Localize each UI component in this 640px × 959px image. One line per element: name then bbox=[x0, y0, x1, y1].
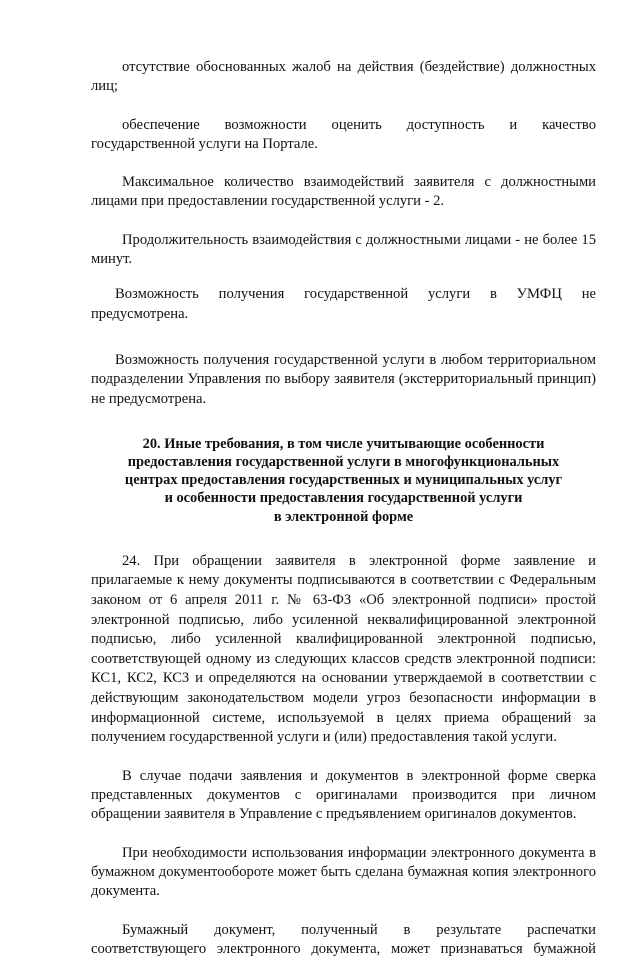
document-page bbox=[91, 58, 596, 959]
section-heading-line: 20. Иные требования, в том числе учитывающие особенности bbox=[142, 435, 545, 452]
paragraph-paper-copy: При необходимости использования информации электронного документа в бумажном документообороте может быть сделана бумажная копия электронного документа. bbox=[91, 844, 596, 900]
paragraph-max-interactions: Максимальное количество взаимодействий заявителя с должностными лицами при предоставлении государственной услуги - 2. bbox=[91, 174, 596, 210]
paragraph-umfc: Возможность получения государственной услуги в УМФЦ не предусмотрена. bbox=[91, 286, 596, 322]
paragraph-no-complaints: отсутствие обоснованных жалоб на действия (бездействие) должностных лиц; bbox=[91, 59, 596, 95]
paragraph-extraterritorial: Возможность получения государственной услуги в любом территориальном подразделении Управления по выбору заявителя (экстерриториальный принцип) не предусмотрена. bbox=[91, 351, 596, 407]
paragraph-document-verification: В случае подачи заявления и документов в электронной форме сверка представленных документов с оригиналами производится при личном обращении заявителя в Управление с предъявлением оригиналов документов. bbox=[91, 767, 596, 823]
section-heading-line: в электронной форме bbox=[273, 508, 414, 525]
section-heading-line: предоставления государственной услуги в многофункциональных bbox=[127, 454, 560, 471]
section-heading-line: центрах предоставления государственных и муниципальных услуг bbox=[124, 472, 563, 489]
paragraph-interaction-duration: Продолжительность взаимодействия с должностными лицами - не более 15 минут. bbox=[91, 231, 596, 268]
paragraph-quality-assessment: обеспечение возможности оценить доступность и качество государственной услуги на Портале. bbox=[91, 116, 596, 152]
section-heading bbox=[91, 435, 596, 526]
paragraph-electronic-signature: 24. При обращении заявителя в электронной форме заявление и прилагаемые к нему документы подписываются в соответствии с Федеральным законом от 6 апреля 2011 г. № 63-ФЗ «Об электронной подписи» простой электронной подписью, либо усиленной неквалифицированной электронной подписью, либо усиленной квалифицированной электронной подписью, соответствующей одному из следующих классов средств электронной подписи: КС1, КС2, КС3 и определяются на основании утверждаемой в соответствии с действующим законодательством модели угроз безопасности информации в информационной системе, используемой в целях приема обращений за получением государственной услуги и (или) предоставления такой услуги. bbox=[91, 552, 596, 746]
paragraph-paper-document: Бумажный документ, полученный в результате распечатки соответствующего электронного документа, может признаваться бумажной bbox=[91, 921, 596, 957]
section-heading-line: и особенности предоставления государственной услуги bbox=[164, 490, 523, 507]
